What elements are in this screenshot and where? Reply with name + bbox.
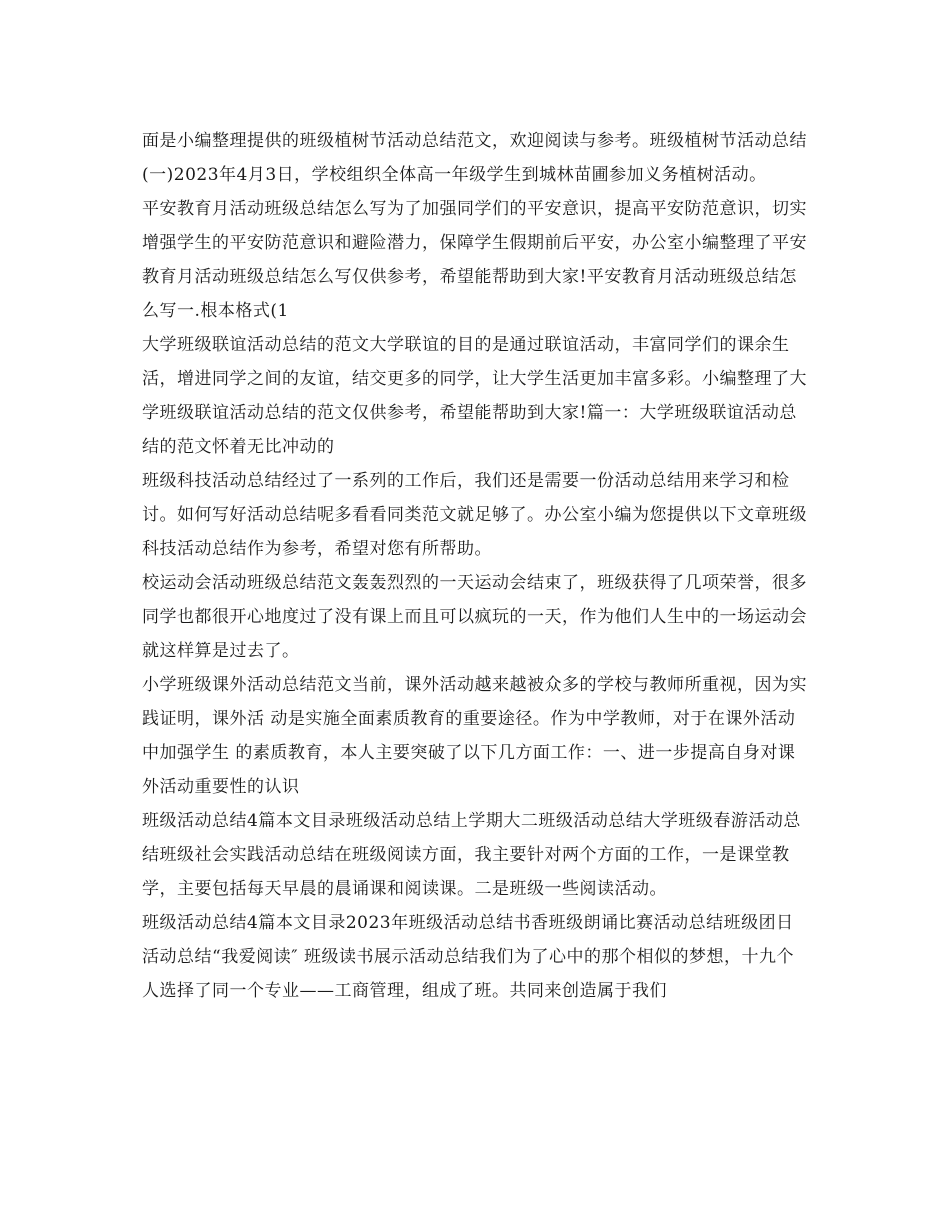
paragraph: 班级活动总结4篇本文目录2023年班级活动总结书香班级朗诵比赛活动总结班级团日活动总结“我爱阅读″ 班级读书展示活动总结我们为了心中的那个相似的梦想，十九个人选择了同一个专业——工商管理，组成了班。共同来创造属于我们 bbox=[142, 913, 794, 1001]
paragraph: 校运动会活动班级总结范文轰轰烈烈的一天运动会结束了，班级获得了几项荣誉，很多同学也都很开心地度过了没有课上而且可以疯玩的一天，作为他们人生中的一场运动会就这样算是过去了。 bbox=[142, 573, 807, 661]
paragraph: 小学班级课外活动总结范文当前，课外活动越来越被众多的学校与教师所重视，因为实践证明，课外活 动是实施全面素质教育的重要途径。作为中学教师，对于在课外活动中加强学生 的素质教育，本人主要突破了以下几方面工作：一、进一步提高自身对课外活动重要性的认识 bbox=[142, 675, 807, 797]
paragraph: 班级活动总结4篇本文目录班级活动总结上学期大二班级活动总结大学班级春游活动总结班级社会实践活动总结在班级阅读方面，我主要针对两个方面的工作，一是课堂教学，主要包括每天早晨的晨诵课和阅读课。二是班级一些阅读活动。 bbox=[142, 811, 801, 899]
document-body bbox=[142, 124, 807, 1008]
paragraph: 平安教育月活动班级总结怎么写为了加强同学们的平安意识，提高平安防范意识，切实增强学生的平安防范意识和避险潜力，保障学生假期前后平安，办公室小编整理了平安教育月活动班级总结怎么写仅供参考，希望能帮助到大家!平安教育月活动班级总结怎么写一.根本格式(1 bbox=[142, 199, 807, 321]
paragraph: 班级科技活动总结经过了一系列的工作后，我们还是需要一份活动总结用来学习和检讨。如何写好活动总结呢多看看同类范文就足够了。办公室小编为您提供以下文章班级科技活动总结作为参考，希望对您有所帮助。 bbox=[142, 471, 807, 559]
paragraph: 面是小编整理提供的班级植树节活动总结范文，欢迎阅读与参考。班级植树节活动总结(一)2023年4月3日，学校组织全体高一年级学生到城林苗圃参加义务植树活动。 bbox=[142, 131, 807, 185]
paragraph: 大学班级联谊活动总结的范文大学联谊的目的是通过联谊活动，丰富同学们的课余生活，增进同学之间的友谊，结交更多的同学，让大学生活更加丰富多彩。小编整理了大学班级联谊活动总结的范文仅供参考，希望能帮助到大家!篇一：大学班级联谊活动总结的范文怀着无比冲动的 bbox=[142, 335, 807, 457]
